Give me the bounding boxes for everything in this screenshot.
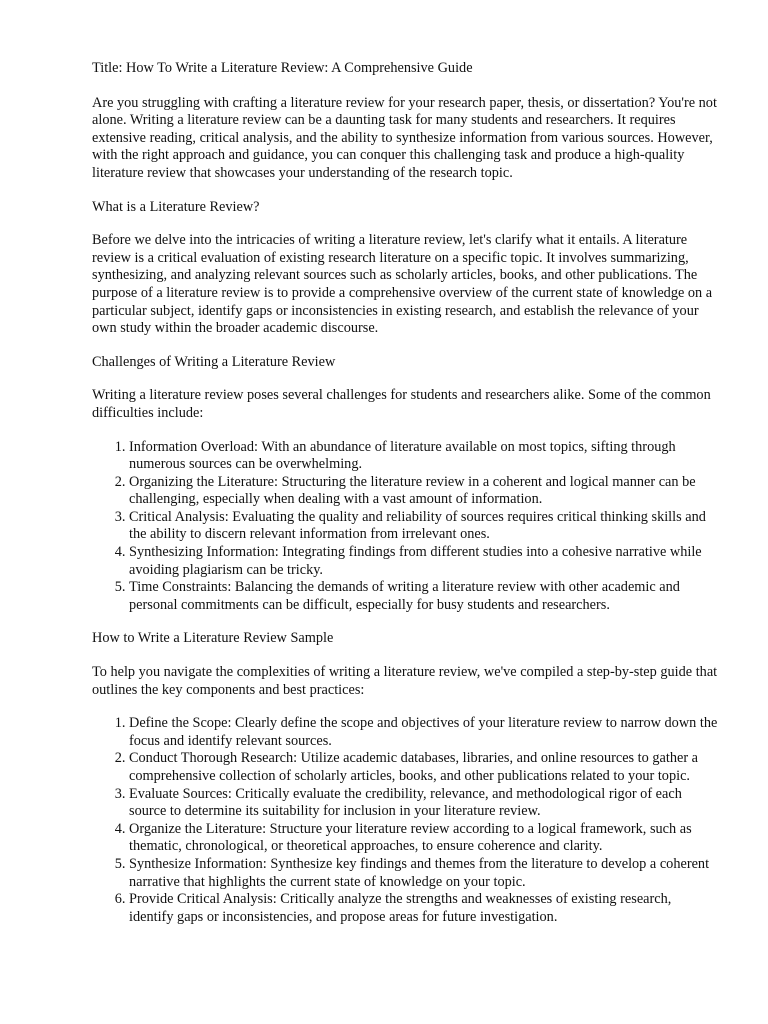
list-item: 4. Organize the Literature: Structure your literature review according to a logical framework, such as thematic, chronological, or theoretical approaches, to ensure coherence and clarity. <box>129 821 718 856</box>
list-item: 1. Define the Scope: Clearly define the scope and objectives of your literature review to narrow down the focus and identify relevant sources. <box>129 715 718 750</box>
list-item: 1. Information Overload: With an abundance of literature available on most topics, sifting through numerous sources can be overwhelming. <box>129 439 718 474</box>
list-item: 3. Critical Analysis: Evaluating the quality and reliability of sources requires critical thinking skills and the ability to discern relevant information from irrelevant ones. <box>129 509 718 544</box>
section-intro-how-to: To help you navigate the complexities of writing a literature review, we've compiled a step-by-step guide that outlines the key components and best practices: <box>92 664 718 698</box>
list-item: 2. Conduct Thorough Research: Utilize academic databases, libraries, and online resources to gather a comprehensive collection of scholarly articles, books, and other publications related to your topic. <box>129 750 718 785</box>
document-page <box>92 60 718 942</box>
intro-paragraph: Are you struggling with crafting a literature review for your research paper, thesis, or dissertation? You're not alone. Writing a literature review can be a daunting task for many students and researchers. It requires extensive reading, critical analysis, and the ability to synthesize information from various sources. However, with the right approach and guidance, you can conquer this challenging task and produce a high-quality literature review that showcases your understanding of the research topic. <box>92 94 717 181</box>
list-item: 5. Time Constraints: Balancing the demands of writing a literature review with other academic and personal commitments can be difficult, especially for busy students and researchers. <box>129 579 718 614</box>
list-item: 3. Evaluate Sources: Critically evaluate the credibility, relevance, and methodological rigor of each source to determine its suitability for inclusion in your literature review. <box>129 786 718 821</box>
list-item: 6. Provide Critical Analysis: Critically analyze the strengths and weaknesses of existing research, identify gaps or inconsistencies, and propose areas for future investigation. <box>129 891 718 926</box>
list-item: 2. Organizing the Literature: Structuring the literature review in a coherent and logical manner can be challenging, especially when dealing with a vast amount of information. <box>129 474 718 509</box>
list-item: 5. Synthesize Information: Synthesize key findings and themes from the literature to develop a coherent narrative that highlights the current state of knowledge on your topic. <box>129 856 718 891</box>
list-item: 4. Synthesizing Information: Integrating findings from different studies into a cohesive narrative while avoiding plagiarism can be tricky. <box>129 544 718 579</box>
section-heading-challenges: Challenges of Writing a Literature Review <box>92 353 336 370</box>
section-intro-challenges: Writing a literature review poses several challenges for students and researchers alike. Some of the common difficulties include: <box>92 387 711 421</box>
document-title: Title: How To Write a Literature Review: A Comprehensive Guide <box>92 60 473 76</box>
steps-list <box>92 715 718 926</box>
challenges-list <box>92 439 718 615</box>
section-heading-how-to: How to Write a Literature Review Sample <box>92 630 334 647</box>
section-body-what-is: Before we delve into the intricacies of writing a literature review, let's clarify what it entails. A literature review is a critical evaluation of existing research literature on a specific topic. It involves summarizing, synthesizing, and analyzing relevant sources such as scholarly articles, books, and other publications. The purpose of a literature review is to provide a comprehensive overview of the current state of knowledge on a particular subject, identify gaps or inconsistencies in existing research, and establish the relevance of your own study within the broader academic discourse. <box>92 232 713 337</box>
section-heading-what-is: What is a Literature Review? <box>92 198 260 215</box>
